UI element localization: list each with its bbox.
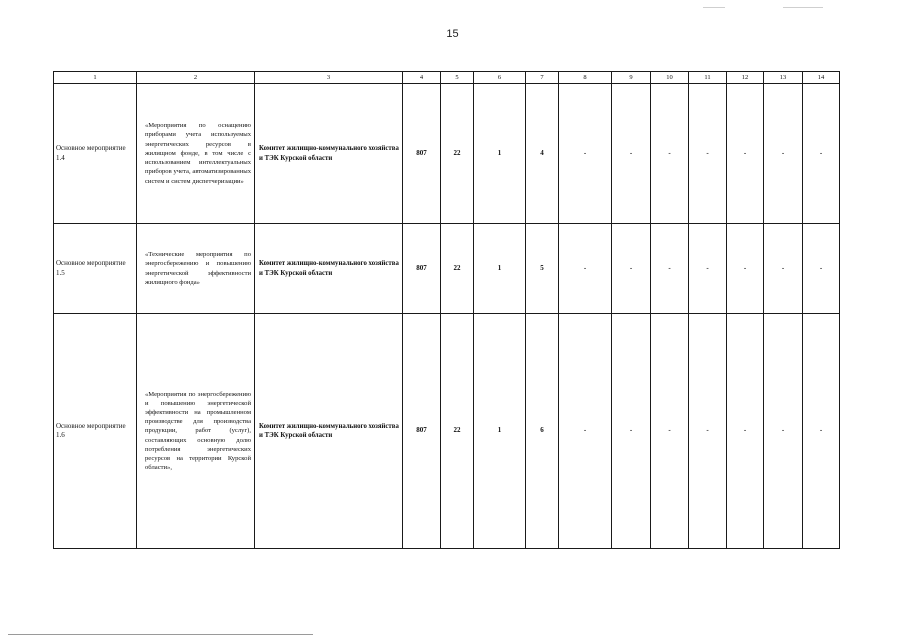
scan-edge-mark-right <box>783 7 823 8</box>
column-header-2: 2 <box>137 72 255 84</box>
column-header-3: 3 <box>255 72 403 84</box>
row-value-13: - <box>764 314 803 549</box>
row-value-14: - <box>803 224 840 314</box>
row-value-14: - <box>803 84 840 224</box>
row-subprogram-code: 5 <box>526 224 559 314</box>
row-section-code: 22 <box>441 314 474 549</box>
row-value-14: - <box>803 314 840 549</box>
row-value-11: - <box>689 314 727 549</box>
column-header-13: 13 <box>764 72 803 84</box>
column-header-1: 1 <box>54 72 137 84</box>
row-program-code: 1 <box>474 224 526 314</box>
row-activity-name: «Мероприятия по оснащению приборами учета используемых энергетических ресурсов в жилищном фонде, в том числе с использованием интеллектуальных приборов учета, автоматизированных систем и систем диспетчеризации» <box>137 84 255 224</box>
row-program-code: 1 <box>474 84 526 224</box>
column-number-row <box>54 72 840 84</box>
row-subprogram-code: 6 <box>526 314 559 549</box>
column-header-10: 10 <box>651 72 689 84</box>
row-status: Основное мероприятие 1.4 <box>54 84 137 224</box>
row-grbs-code: 807 <box>403 314 441 549</box>
row-executor: Комитет жилищно-коммунального хозяйства и ТЭК Курской области <box>255 314 403 549</box>
column-header-6: 6 <box>474 72 526 84</box>
row-value-12: - <box>727 224 764 314</box>
row-status: Основное мероприятие 1.5 <box>54 224 137 314</box>
row-value-9: - <box>612 84 651 224</box>
row-subprogram-code: 4 <box>526 84 559 224</box>
row-section-code: 22 <box>441 224 474 314</box>
row-program-code: 1 <box>474 314 526 549</box>
row-status: Основное мероприятие 1.6 <box>54 314 137 549</box>
column-header-12: 12 <box>727 72 764 84</box>
column-header-8: 8 <box>559 72 612 84</box>
row-section-code: 22 <box>441 84 474 224</box>
row-grbs-code: 807 <box>403 84 441 224</box>
row-value-13: - <box>764 84 803 224</box>
row-value-12: - <box>727 84 764 224</box>
row-executor: Комитет жилищно-коммунального хозяйства и ТЭК Курской области <box>255 84 403 224</box>
scan-edge-mark-left <box>703 7 725 8</box>
table-row-1-6 <box>54 314 840 549</box>
row-value-9: - <box>612 224 651 314</box>
row-value-8: - <box>559 84 612 224</box>
scan-bottom-line <box>8 634 313 635</box>
row-value-11: - <box>689 224 727 314</box>
row-value-11: - <box>689 84 727 224</box>
column-header-9: 9 <box>612 72 651 84</box>
row-grbs-code: 807 <box>403 224 441 314</box>
column-header-4: 4 <box>403 72 441 84</box>
row-value-8: - <box>559 224 612 314</box>
row-value-10: - <box>651 224 689 314</box>
row-value-10: - <box>651 84 689 224</box>
row-activity-name: «Мероприятия по энергосбережению и повышению энергетической эффективности на промышленном производстве для производства продукции, работ (услуг), составляющих основную долю потребления энергетических ресурсов на территории Курской области», <box>137 314 255 549</box>
table-row-1-5 <box>54 224 840 314</box>
column-header-14: 14 <box>803 72 840 84</box>
page-number: 15 <box>446 28 459 40</box>
column-header-11: 11 <box>689 72 727 84</box>
row-activity-name: «Технические мероприятия по энергосбережению и повышению энергетической эффективности жилищного фонда» <box>137 224 255 314</box>
table-row-1-4 <box>54 84 840 224</box>
row-value-9: - <box>612 314 651 549</box>
row-value-13: - <box>764 224 803 314</box>
row-value-12: - <box>727 314 764 549</box>
column-header-7: 7 <box>526 72 559 84</box>
row-executor: Комитет жилищно-коммунального хозяйства и ТЭК Курской области <box>255 224 403 314</box>
column-header-5: 5 <box>441 72 474 84</box>
row-value-8: - <box>559 314 612 549</box>
budget-table <box>53 71 840 549</box>
row-value-10: - <box>651 314 689 549</box>
